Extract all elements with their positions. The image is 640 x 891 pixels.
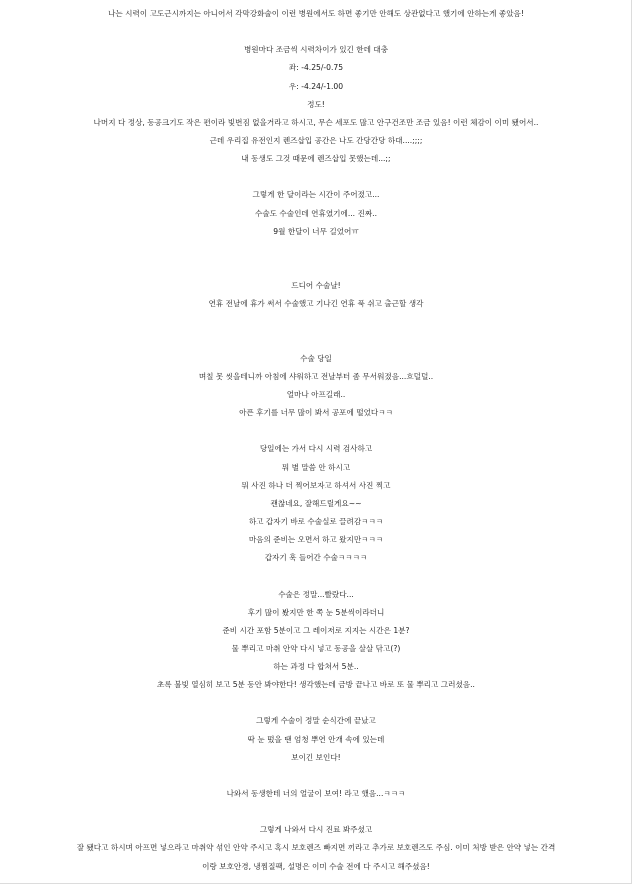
post-line: 뭐 사진 하나 더 찍어보자고 하셔서 사진 찍고 (241, 480, 391, 490)
post-line (0, 422, 632, 440)
post-line: 9월 한달이 너무 길었어ㅠ (273, 226, 359, 236)
post-line: 나는 시력이 고도근시까지는 아니어서 각막강화술이 이런 병원에서도 하면 좋기만 안해도 상관없다고 했기에 안하는게 좋았음! (108, 9, 524, 18)
post-line (0, 241, 632, 259)
post-line: 물 뿌리고 마취 안약 다시 넣고 동공을 살살 닦고(?) (231, 643, 401, 653)
post-line: 초록 불빛 열심히 보고 5분 동안 봐야한다! 생각했는데 금방 끝나고 바로 또 물 뿌리고 그러셨음.. (157, 680, 475, 690)
post-line: 당일에는 가서 다시 시력 검사하고 (259, 444, 373, 454)
post-line: 잘 됐다고 하시며 아프면 넣으라고 마취약 섞인 안약 주시고 혹시 보호렌즈 빠지면 끼라고 추가로 보호렌즈도 주심. 이미 처방 받은 안약 넣는 간격 (76, 843, 556, 853)
post-line: 그렇게 수술이 정말 순식간에 끝났고 (256, 716, 376, 726)
post-line: 하고 갑자기 바로 수술실로 끌려감ㅋㅋㅋ (248, 516, 384, 526)
post-line: 그렇게 한 달이라는 시간이 주어졌고... (252, 190, 380, 200)
post-line: 준비 시간 포함 5분이고 그 레이저로 지지는 시간은 1분? (222, 625, 410, 635)
post-line: 마음의 준비는 오면서 하고 왔지만ㅋㅋㅋ (248, 535, 384, 545)
post-line: 이랑 보호안경, 냉찜질팩, 설명은 이미 수술 전에 다 주시고 해주셨음! (202, 861, 430, 871)
post-line (0, 23, 632, 41)
post-line (0, 694, 632, 712)
post-line: 얼마나 아프길래.. (286, 389, 346, 399)
post-line: 근데 우리집 유전인지 렌즈삽입 공간은 나도 간당간당 하대....;;;; (209, 135, 423, 145)
post-line: 보이긴 보인다! (291, 752, 341, 762)
post-line: 아픈 후기를 너무 많이 봐서 공포에 떨었다ㅋㅋ (239, 408, 393, 418)
post-line: 좌: -4.25/-0.75 (288, 63, 344, 73)
post-line (0, 803, 632, 821)
post-line (0, 767, 632, 785)
post-line: 나머지 다 정상, 동공크기도 작은 편이라 빛번짐 없을거라고 하시고, 무슨 세포도 많고 안구건조만 조금 있음! 이런 체감이 이미 됐어서.. (93, 117, 539, 127)
post-line: 후기 많이 봤지만 한 쪽 눈 5분씩이라더니 (247, 607, 385, 617)
post-line: 그렇게 나와서 다시 진료 봐주셨고 (259, 825, 373, 835)
post-line: 뭐 별 말씀 안 하시고 (281, 462, 351, 472)
post-line: 하는 과정 다 합쳐서 5분.. (273, 662, 359, 672)
post-line (0, 259, 632, 277)
post-line: 딱 눈 떴을 땐 엄청 뿌연 안개 속에 있는데 (247, 734, 385, 744)
post-line: 괜찮네요, 잘해드릴게요~~ (270, 498, 362, 508)
post-line: 내 동생도 그것 때문에 렌즈삽입 못했는데...;; (241, 154, 391, 164)
post-line: 우: -4.24/-1.00 (288, 81, 344, 91)
post-line: 병원마다 조금씩 시력차이가 있긴 한데 대충 (243, 45, 389, 55)
post-line (0, 332, 632, 350)
post-line (0, 567, 632, 585)
post-line: 수술은 정말...빨랐다... (278, 589, 354, 599)
post-line: 드디어 수술날! (291, 281, 341, 291)
post-line: 수술 당일 (300, 353, 332, 363)
post-line (0, 313, 632, 331)
post-line (0, 168, 632, 186)
post-body (0, 5, 632, 876)
post-line: 갑자기 훅 들어간 수술ㅋㅋㅋㅋ (264, 553, 368, 563)
post-line: 수술도 수술인데 연휴였기에... 진짜.. (254, 208, 377, 218)
post-line: 연휴 전날에 휴가 써서 수술했고 기나긴 연휴 푹 쉬고 출근할 생각 (208, 299, 424, 309)
post-line: 정도! (307, 99, 325, 109)
post-line: 며칠 못 씻을테니까 아침에 샤워하고 전날부터 좀 무서워졌음...흐덜덜.. (198, 371, 434, 381)
post-line: 나와서 동생한테 너의 얼굴이 보여! 라고 했음...ㅋㅋㅋ (226, 789, 406, 799)
